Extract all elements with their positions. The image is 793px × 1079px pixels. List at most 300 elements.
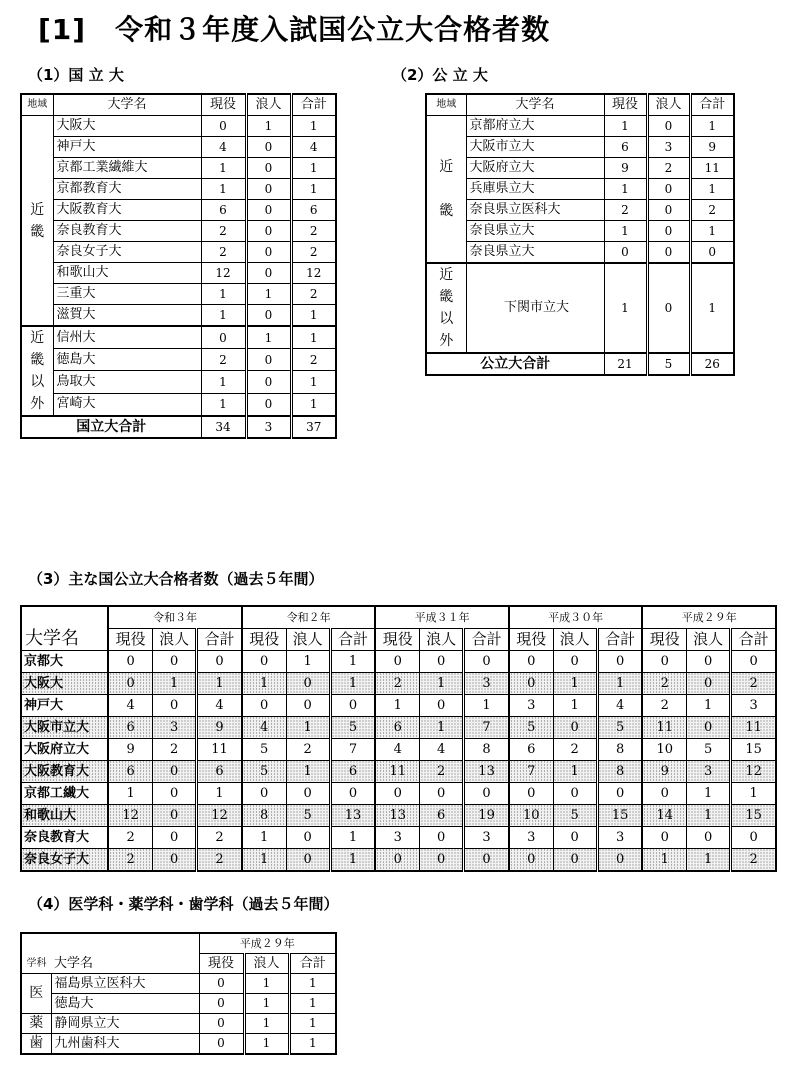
university-name: 神戸大 bbox=[53, 137, 201, 158]
column-header: 地域 bbox=[21, 94, 53, 116]
total-value: 3 bbox=[246, 416, 291, 438]
count-cell: 0 bbox=[286, 782, 330, 804]
count-cell: 1 bbox=[420, 672, 464, 694]
count-cell: 8 bbox=[464, 738, 509, 760]
table-row bbox=[21, 200, 336, 221]
count-cell: 0 bbox=[687, 672, 731, 694]
count-cell: 0 bbox=[246, 305, 291, 327]
sub-header: 合計 bbox=[464, 628, 509, 650]
count-cell: 1 bbox=[246, 116, 291, 137]
university-name: 大阪教育大 bbox=[21, 760, 108, 782]
count-cell: 5 bbox=[597, 716, 642, 738]
count-cell: 7 bbox=[330, 738, 375, 760]
count-cell: 19 bbox=[464, 804, 509, 826]
table-row bbox=[426, 137, 734, 158]
count-cell: 1 bbox=[289, 1034, 336, 1055]
count-cell: 0 bbox=[246, 393, 291, 416]
table-row bbox=[21, 116, 336, 137]
count-cell: 12 bbox=[731, 760, 776, 782]
count-cell: 0 bbox=[246, 221, 291, 242]
column-header: 浪人 bbox=[647, 94, 690, 116]
national-university-table bbox=[20, 93, 337, 439]
dept-label: 歯 bbox=[21, 1034, 51, 1055]
count-cell: 0 bbox=[687, 716, 731, 738]
count-cell: 1 bbox=[197, 672, 242, 694]
count-cell: 0 bbox=[647, 242, 690, 264]
table-row bbox=[426, 221, 734, 242]
sub-header: 浪人 bbox=[687, 628, 731, 650]
count-cell: 2 bbox=[420, 760, 464, 782]
column-header: 合計 bbox=[289, 954, 336, 974]
university-name: 兵庫県立大 bbox=[466, 179, 604, 200]
table-row bbox=[21, 284, 336, 305]
column-header: 大学名 bbox=[466, 94, 604, 116]
count-cell: 3 bbox=[464, 672, 509, 694]
count-cell: 0 bbox=[597, 650, 642, 672]
column-header: 地域 bbox=[426, 94, 466, 116]
university-name: 京都府立大 bbox=[466, 116, 604, 137]
count-cell: 0 bbox=[286, 848, 330, 871]
count-cell: 0 bbox=[420, 848, 464, 871]
page-title: [1] 令和３年度入試国公立大合格者数 bbox=[38, 13, 551, 46]
count-cell: 0 bbox=[153, 650, 197, 672]
count-cell: 6 bbox=[108, 716, 152, 738]
count-cell: 1 bbox=[690, 179, 734, 200]
total-row bbox=[21, 416, 336, 438]
region-label: 近 畿 bbox=[21, 116, 53, 327]
table-row bbox=[21, 1034, 336, 1055]
count-cell: 1 bbox=[289, 994, 336, 1014]
count-cell: 1 bbox=[242, 848, 286, 871]
count-cell: 0 bbox=[553, 826, 597, 848]
university-name: 大阪府立大 bbox=[21, 738, 108, 760]
year-header: 平成２９年 bbox=[642, 606, 776, 628]
count-cell: 2 bbox=[731, 672, 776, 694]
count-cell: 1 bbox=[291, 305, 336, 327]
table-row bbox=[426, 263, 734, 353]
count-cell: 8 bbox=[242, 804, 286, 826]
table-row bbox=[21, 848, 776, 871]
column-header: 現役 bbox=[604, 94, 647, 116]
count-cell: 3 bbox=[597, 826, 642, 848]
count-cell: 0 bbox=[153, 826, 197, 848]
count-cell: 2 bbox=[642, 672, 686, 694]
sub-header: 現役 bbox=[242, 628, 286, 650]
count-cell: 1 bbox=[291, 179, 336, 200]
column-header: 大学名 bbox=[53, 94, 201, 116]
count-cell: 1 bbox=[731, 782, 776, 804]
year-header-row bbox=[21, 933, 336, 954]
count-cell: 3 bbox=[647, 137, 690, 158]
count-cell: 2 bbox=[647, 158, 690, 179]
column-header: 浪人 bbox=[244, 954, 289, 974]
count-cell: 8 bbox=[597, 738, 642, 760]
university-name: 三重大 bbox=[53, 284, 201, 305]
count-cell: 2 bbox=[153, 738, 197, 760]
count-cell: 0 bbox=[597, 782, 642, 804]
university-name: 奈良県立大 bbox=[466, 221, 604, 242]
count-cell: 2 bbox=[201, 221, 246, 242]
total-value: 37 bbox=[291, 416, 336, 438]
count-cell: 1 bbox=[464, 694, 509, 716]
count-cell: 2 bbox=[553, 738, 597, 760]
count-cell: 1 bbox=[291, 371, 336, 393]
medical-dept-table bbox=[20, 932, 337, 1055]
university-name: 京都大 bbox=[21, 650, 108, 672]
count-cell: 9 bbox=[197, 716, 242, 738]
count-cell: 4 bbox=[197, 694, 242, 716]
count-cell: 0 bbox=[199, 974, 244, 994]
count-cell: 0 bbox=[509, 782, 553, 804]
count-cell: 2 bbox=[201, 349, 246, 371]
table-row bbox=[21, 158, 336, 179]
count-cell: 0 bbox=[330, 782, 375, 804]
table-row bbox=[21, 137, 336, 158]
university-name: 奈良県立大 bbox=[466, 242, 604, 264]
university-name: 神戸大 bbox=[21, 694, 108, 716]
count-cell: 1 bbox=[375, 694, 419, 716]
column-header: 現役 bbox=[199, 954, 244, 974]
count-cell: 0 bbox=[108, 650, 152, 672]
count-cell: 0 bbox=[246, 179, 291, 200]
table-row bbox=[21, 650, 776, 672]
count-cell: 0 bbox=[153, 782, 197, 804]
column-header: 合計 bbox=[690, 94, 734, 116]
count-cell: 1 bbox=[289, 1014, 336, 1034]
count-cell: 1 bbox=[291, 158, 336, 179]
count-cell: 1 bbox=[201, 158, 246, 179]
university-name: 奈良県立医科大 bbox=[466, 200, 604, 221]
header-row bbox=[21, 954, 336, 974]
university-name: 京都教育大 bbox=[53, 179, 201, 200]
count-cell: 1 bbox=[201, 393, 246, 416]
count-cell: 0 bbox=[690, 242, 734, 264]
count-cell: 1 bbox=[242, 826, 286, 848]
count-cell: 3 bbox=[464, 826, 509, 848]
count-cell: 1 bbox=[604, 263, 647, 353]
table-row bbox=[21, 349, 336, 371]
count-cell: 0 bbox=[153, 760, 197, 782]
table-row bbox=[21, 672, 776, 694]
count-cell: 10 bbox=[642, 738, 686, 760]
count-cell: 0 bbox=[199, 1034, 244, 1055]
count-cell: 9 bbox=[108, 738, 152, 760]
corner-cell bbox=[21, 606, 108, 628]
count-cell: 1 bbox=[291, 393, 336, 416]
table-row bbox=[426, 200, 734, 221]
count-cell: 1 bbox=[642, 848, 686, 871]
count-cell: 1 bbox=[690, 116, 734, 137]
total-value: 21 bbox=[604, 353, 647, 375]
count-cell: 2 bbox=[291, 221, 336, 242]
count-cell: 13 bbox=[330, 804, 375, 826]
count-cell: 1 bbox=[604, 179, 647, 200]
count-cell: 1 bbox=[553, 694, 597, 716]
university-name: 京都工業繊維大 bbox=[53, 158, 201, 179]
count-cell: 4 bbox=[375, 738, 419, 760]
university-name: 信州大 bbox=[53, 326, 201, 349]
count-cell: 7 bbox=[509, 760, 553, 782]
university-name: 大阪市立大 bbox=[466, 137, 604, 158]
count-cell: 0 bbox=[464, 650, 509, 672]
count-cell: 2 bbox=[108, 848, 152, 871]
count-cell: 1 bbox=[687, 694, 731, 716]
count-cell: 0 bbox=[553, 782, 597, 804]
year-header-row bbox=[21, 606, 776, 628]
university-name: 大阪市立大 bbox=[21, 716, 108, 738]
column-header: 浪人 bbox=[246, 94, 291, 116]
count-cell: 1 bbox=[553, 672, 597, 694]
count-cell: 4 bbox=[108, 694, 152, 716]
table-row bbox=[426, 179, 734, 200]
table-row bbox=[21, 716, 776, 738]
count-cell: 2 bbox=[197, 826, 242, 848]
count-cell: 5 bbox=[330, 716, 375, 738]
count-cell: 2 bbox=[375, 672, 419, 694]
count-cell: 0 bbox=[464, 848, 509, 871]
table-row bbox=[21, 782, 776, 804]
count-cell: 6 bbox=[375, 716, 419, 738]
year-header: 平成２９年 bbox=[199, 933, 336, 954]
count-cell: 11 bbox=[197, 738, 242, 760]
section-3-heading: （3）主な国公立大合格者数（過去５年間） bbox=[28, 570, 324, 588]
dept-label: 薬 bbox=[21, 1014, 51, 1034]
university-name: 九州歯科大 bbox=[51, 1034, 199, 1055]
count-cell: 0 bbox=[201, 326, 246, 349]
column-header: 大学名 bbox=[51, 954, 199, 974]
count-cell: 2 bbox=[291, 242, 336, 263]
university-name: 奈良女子大 bbox=[53, 242, 201, 263]
year-header: 平成３０年 bbox=[509, 606, 643, 628]
region-label: 近 畿 bbox=[426, 116, 466, 264]
count-cell: 0 bbox=[647, 221, 690, 242]
column-header: 合計 bbox=[291, 94, 336, 116]
count-cell: 2 bbox=[291, 284, 336, 305]
count-cell: 13 bbox=[464, 760, 509, 782]
count-cell: 3 bbox=[731, 694, 776, 716]
count-cell: 0 bbox=[647, 179, 690, 200]
count-cell: 0 bbox=[420, 826, 464, 848]
count-cell: 0 bbox=[197, 650, 242, 672]
count-cell: 1 bbox=[330, 672, 375, 694]
university-name: 大阪教育大 bbox=[53, 200, 201, 221]
count-cell: 4 bbox=[201, 137, 246, 158]
table-row bbox=[21, 804, 776, 826]
count-cell: 0 bbox=[199, 994, 244, 1014]
count-cell: 1 bbox=[108, 782, 152, 804]
total-value: 34 bbox=[201, 416, 246, 438]
sub-header: 浪人 bbox=[286, 628, 330, 650]
count-cell: 1 bbox=[289, 974, 336, 994]
count-cell: 6 bbox=[197, 760, 242, 782]
university-name: 徳島大 bbox=[51, 994, 199, 1014]
count-cell: 12 bbox=[108, 804, 152, 826]
total-row bbox=[426, 353, 734, 375]
count-cell: 0 bbox=[286, 826, 330, 848]
sub-header: 浪人 bbox=[153, 628, 197, 650]
count-cell: 0 bbox=[246, 137, 291, 158]
count-cell: 2 bbox=[731, 848, 776, 871]
university-name: 宮崎大 bbox=[53, 393, 201, 416]
count-cell: 1 bbox=[687, 848, 731, 871]
university-name: 大阪大 bbox=[21, 672, 108, 694]
count-cell: 0 bbox=[375, 782, 419, 804]
count-cell: 1 bbox=[246, 326, 291, 349]
count-cell: 5 bbox=[242, 760, 286, 782]
count-cell: 10 bbox=[509, 804, 553, 826]
count-cell: 0 bbox=[687, 650, 731, 672]
university-name: 奈良教育大 bbox=[21, 826, 108, 848]
count-cell: 0 bbox=[286, 672, 330, 694]
count-cell: 0 bbox=[509, 672, 553, 694]
count-cell: 2 bbox=[642, 694, 686, 716]
count-cell: 0 bbox=[420, 782, 464, 804]
count-cell: 0 bbox=[509, 848, 553, 871]
count-cell: 1 bbox=[597, 672, 642, 694]
count-cell: 0 bbox=[246, 371, 291, 393]
university-name: 下関市立大 bbox=[466, 263, 604, 353]
count-cell: 15 bbox=[731, 738, 776, 760]
sub-header: 合計 bbox=[597, 628, 642, 650]
count-cell: 11 bbox=[375, 760, 419, 782]
dept-label: 医 bbox=[21, 974, 51, 1014]
count-cell: 1 bbox=[330, 650, 375, 672]
count-cell: 3 bbox=[153, 716, 197, 738]
sub-header: 現役 bbox=[642, 628, 686, 650]
count-cell: 2 bbox=[197, 848, 242, 871]
count-cell: 5 bbox=[687, 738, 731, 760]
university-name: 鳥取大 bbox=[53, 371, 201, 393]
count-cell: 13 bbox=[375, 804, 419, 826]
table-row bbox=[21, 974, 336, 994]
university-name: 和歌山大 bbox=[21, 804, 108, 826]
count-cell: 0 bbox=[246, 242, 291, 263]
table-row bbox=[426, 116, 734, 137]
sub-header: 現役 bbox=[509, 628, 553, 650]
university-name: 大阪大 bbox=[53, 116, 201, 137]
column-header: 学科 bbox=[21, 954, 51, 974]
table-row bbox=[21, 738, 776, 760]
count-cell: 1 bbox=[201, 305, 246, 327]
count-cell: 1 bbox=[246, 284, 291, 305]
count-cell: 0 bbox=[642, 826, 686, 848]
count-cell: 7 bbox=[464, 716, 509, 738]
count-cell: 1 bbox=[687, 804, 731, 826]
count-cell: 0 bbox=[731, 826, 776, 848]
total-value: 26 bbox=[690, 353, 734, 375]
count-cell: 0 bbox=[464, 782, 509, 804]
section-2-heading: （2）公 立 大 bbox=[392, 66, 488, 84]
count-cell: 1 bbox=[553, 760, 597, 782]
count-cell: 0 bbox=[242, 694, 286, 716]
count-cell: 3 bbox=[509, 694, 553, 716]
university-name: 福島県立医科大 bbox=[51, 974, 199, 994]
sub-header: 現役 bbox=[375, 628, 419, 650]
column-header: 現役 bbox=[201, 94, 246, 116]
count-cell: 12 bbox=[291, 263, 336, 284]
count-cell: 0 bbox=[286, 694, 330, 716]
university-name: 滋賀大 bbox=[53, 305, 201, 327]
count-cell: 0 bbox=[687, 826, 731, 848]
count-cell: 0 bbox=[201, 116, 246, 137]
count-cell: 1 bbox=[201, 179, 246, 200]
sub-header: 現役 bbox=[108, 628, 152, 650]
university-name: 京都工繊大 bbox=[21, 782, 108, 804]
count-cell: 12 bbox=[197, 804, 242, 826]
university-name: 和歌山大 bbox=[53, 263, 201, 284]
count-cell: 9 bbox=[604, 158, 647, 179]
five-year-history-table bbox=[20, 605, 777, 872]
count-cell: 4 bbox=[420, 738, 464, 760]
count-cell: 0 bbox=[731, 650, 776, 672]
header-row bbox=[426, 94, 734, 116]
count-cell: 5 bbox=[286, 804, 330, 826]
count-cell: 1 bbox=[201, 284, 246, 305]
count-cell: 1 bbox=[244, 1014, 289, 1034]
table-row bbox=[21, 1014, 336, 1034]
public-university-table bbox=[425, 93, 735, 376]
table-row bbox=[21, 393, 336, 416]
count-cell: 0 bbox=[604, 242, 647, 264]
count-cell: 0 bbox=[642, 782, 686, 804]
count-cell: 1 bbox=[330, 848, 375, 871]
count-cell: 2 bbox=[291, 349, 336, 371]
count-cell: 1 bbox=[242, 672, 286, 694]
count-cell: 3 bbox=[687, 760, 731, 782]
count-cell: 3 bbox=[509, 826, 553, 848]
sub-header: 浪人 bbox=[553, 628, 597, 650]
table-row bbox=[21, 326, 336, 349]
count-cell: 15 bbox=[731, 804, 776, 826]
count-cell: 6 bbox=[330, 760, 375, 782]
count-cell: 11 bbox=[642, 716, 686, 738]
count-cell: 3 bbox=[375, 826, 419, 848]
count-cell: 8 bbox=[597, 760, 642, 782]
count-cell: 0 bbox=[242, 782, 286, 804]
count-cell: 2 bbox=[201, 242, 246, 263]
count-cell: 1 bbox=[244, 974, 289, 994]
table-row bbox=[21, 994, 336, 1014]
university-name: 奈良女子大 bbox=[21, 848, 108, 871]
sub-header: 合計 bbox=[330, 628, 375, 650]
university-name: 静岡県立大 bbox=[51, 1014, 199, 1034]
count-cell: 1 bbox=[197, 782, 242, 804]
count-cell: 11 bbox=[690, 158, 734, 179]
count-cell: 5 bbox=[509, 716, 553, 738]
table-row bbox=[426, 242, 734, 264]
count-cell: 4 bbox=[597, 694, 642, 716]
count-cell: 0 bbox=[647, 263, 690, 353]
count-cell: 1 bbox=[291, 326, 336, 349]
count-cell: 1 bbox=[604, 116, 647, 137]
count-cell: 5 bbox=[553, 804, 597, 826]
count-cell: 2 bbox=[108, 826, 152, 848]
section-4-heading: （4）医学科・薬学科・歯学科（過去５年間） bbox=[28, 895, 339, 913]
count-cell: 1 bbox=[286, 716, 330, 738]
year-header: 平成３１年 bbox=[375, 606, 509, 628]
table-row bbox=[21, 242, 336, 263]
count-cell: 6 bbox=[604, 137, 647, 158]
year-header: 令和２年 bbox=[242, 606, 376, 628]
count-cell: 1 bbox=[330, 826, 375, 848]
count-cell: 6 bbox=[291, 200, 336, 221]
university-name: 徳島大 bbox=[53, 349, 201, 371]
header-row bbox=[21, 94, 336, 116]
count-cell: 12 bbox=[201, 263, 246, 284]
region-label: 近 畿 以 外 bbox=[426, 263, 466, 353]
count-cell: 0 bbox=[647, 200, 690, 221]
count-cell: 4 bbox=[242, 716, 286, 738]
